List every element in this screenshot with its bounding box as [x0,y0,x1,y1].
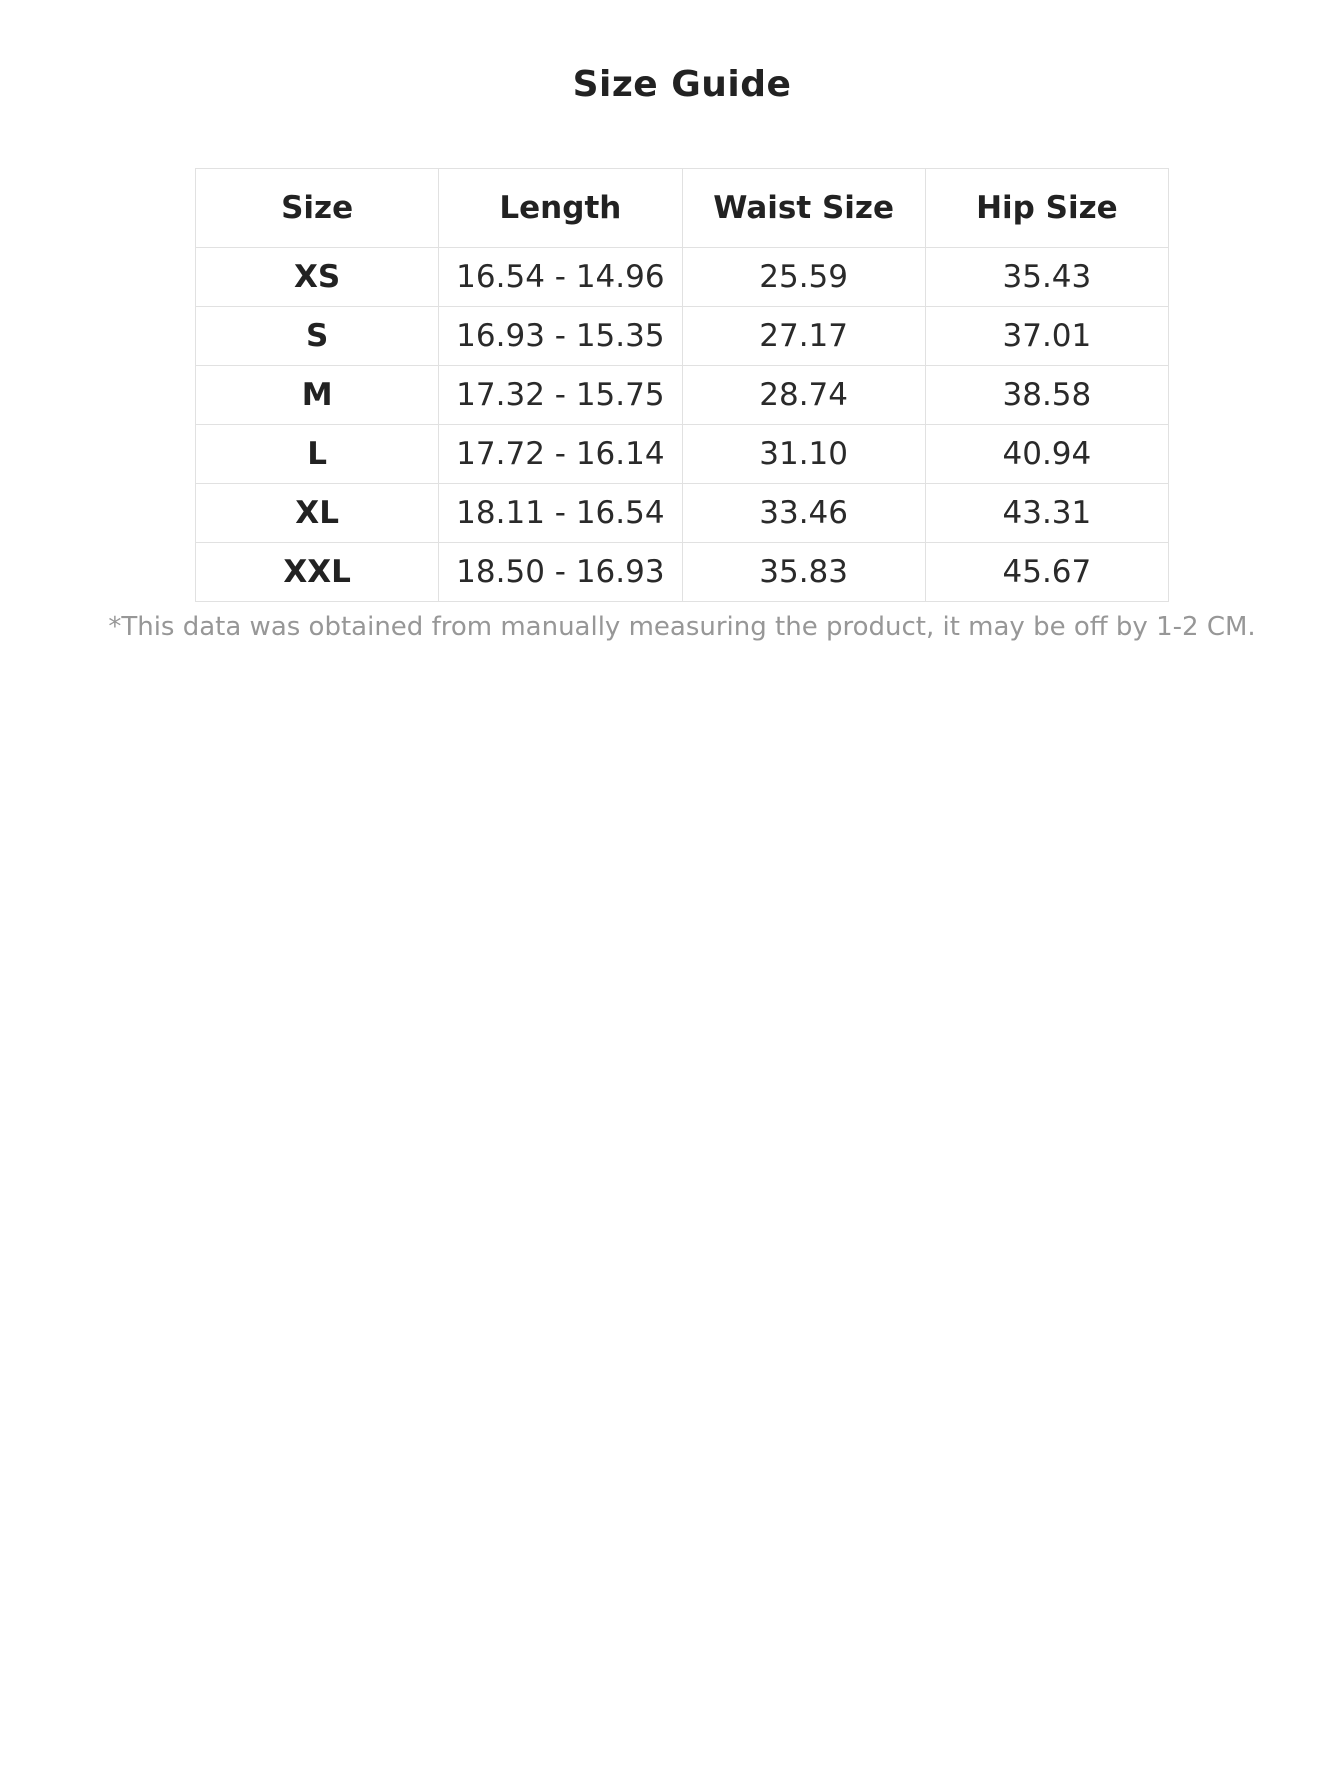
size-cell: XS [196,248,439,307]
footnote-container [108,611,1256,644]
length-cell: 18.11 - 16.54 [439,484,682,543]
table-row-s [196,307,1169,366]
waist-cell: 31.10 [682,425,925,484]
measurement-disclaimer-footnote: *This data was obtained from manually measuring the product, it may be off by 1-2 CM. [108,612,1256,642]
waist-cell: 35.83 [682,543,925,602]
length-cell: 16.93 - 15.35 [439,307,682,366]
hip-cell: 40.94 [925,425,1168,484]
page-title: Size Guide [572,64,792,105]
table-row-l [196,425,1169,484]
table-row-xs [196,248,1169,307]
length-cell: 17.32 - 15.75 [439,366,682,425]
hip-cell: 38.58 [925,366,1168,425]
size-cell: L [196,425,439,484]
header-waist-size: Waist Size [682,169,925,248]
size-cell: S [196,307,439,366]
waist-cell: 28.74 [682,366,925,425]
size-cell: XL [196,484,439,543]
table-row-m [196,366,1169,425]
header-length: Length [439,169,682,248]
length-cell: 17.72 - 16.14 [439,425,682,484]
length-cell: 18.50 - 16.93 [439,543,682,602]
header-size: Size [196,169,439,248]
table-row-xxl [196,543,1169,602]
size-guide-panel [108,0,1256,644]
hip-cell: 43.31 [925,484,1168,543]
waist-cell: 27.17 [682,307,925,366]
header-hip-size: Hip Size [925,169,1168,248]
table-header-row [196,169,1169,248]
size-cell: XXL [196,543,439,602]
hip-cell: 45.67 [925,543,1168,602]
hip-cell: 37.01 [925,307,1168,366]
waist-cell: 33.46 [682,484,925,543]
hip-cell: 35.43 [925,248,1168,307]
size-guide-table [195,168,1169,602]
length-cell: 16.54 - 14.96 [439,248,682,307]
table-row-xl [196,484,1169,543]
size-cell: M [196,366,439,425]
waist-cell: 25.59 [682,248,925,307]
